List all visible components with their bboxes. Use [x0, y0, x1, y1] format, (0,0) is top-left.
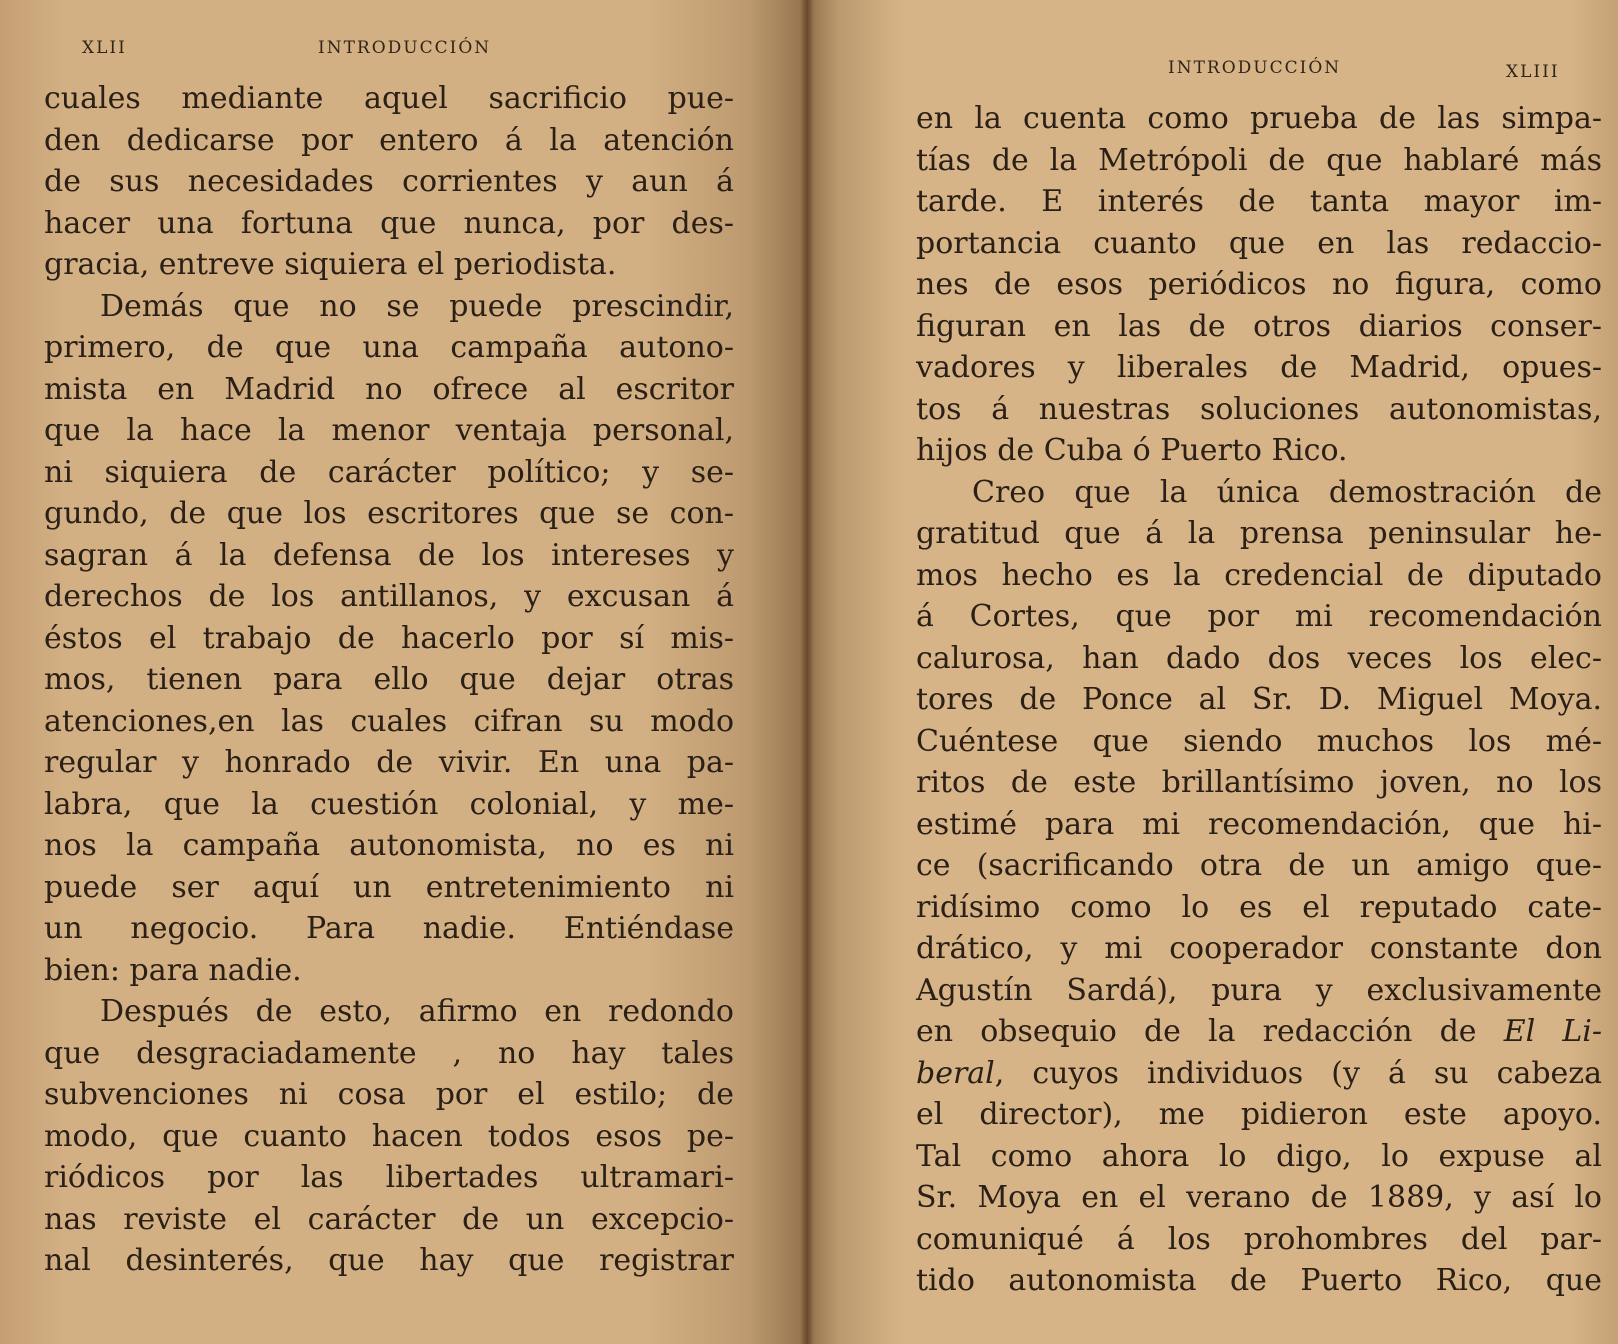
right-page-body-text	[916, 98, 1602, 1302]
text-line	[44, 950, 734, 992]
text-line	[44, 1033, 734, 1075]
text-line	[916, 430, 1602, 472]
line-text: ni siquiera de carácter político; y se-	[44, 454, 734, 490]
left-running-head: INTRODUCCIÓN	[318, 38, 492, 58]
text-line	[916, 181, 1602, 223]
line-text: mos, tienen para ello que dejar otras	[44, 662, 734, 697]
line-text: primero, de que una campaña autono-	[44, 330, 734, 365]
line-text: drático, y mi cooperador constante don	[916, 931, 1602, 966]
text-line	[44, 742, 734, 784]
line-text: que la hace la menor ventaja personal,	[44, 413, 734, 448]
text-line	[44, 867, 734, 909]
text-line	[44, 203, 734, 245]
line-text: que desgraciadamente , no hay tales	[44, 1035, 734, 1071]
right-page-folio: XLIII	[1506, 62, 1560, 82]
text-line	[44, 78, 734, 120]
text-line	[44, 535, 734, 577]
line-text: riódicos por las libertades ultramari-	[44, 1160, 734, 1195]
line-text: de sus necesidades corrientes y aun á	[44, 164, 734, 199]
left-page-body-text	[44, 78, 734, 1282]
line-text: ce (sacrificando otra de un amigo que-	[916, 848, 1602, 883]
text-line	[44, 286, 734, 328]
text-line	[44, 701, 734, 743]
line-text: labra, que la cuestión colonial, y me-	[44, 786, 734, 822]
text-line	[44, 369, 734, 411]
text-line	[44, 618, 734, 660]
line-text: nas reviste el carácter de un excepcio-	[44, 1201, 734, 1237]
line-text: nos la campaña autonomista, no es ni	[44, 828, 734, 863]
text-line	[44, 784, 734, 826]
text-line	[916, 596, 1602, 638]
text-line	[916, 347, 1602, 389]
text-line	[916, 1011, 1602, 1053]
text-line	[44, 410, 734, 452]
text-line	[916, 1260, 1602, 1302]
text-line	[916, 1177, 1602, 1219]
line-text: ritos de este brillantísimo joven, no los	[916, 765, 1602, 800]
line-text: en obsequio de la redacción de	[916, 1014, 1504, 1049]
line-text: gundo, de que los escritores que se con-	[44, 496, 734, 531]
text-line	[44, 991, 734, 1033]
line-text: Demás que no se puede prescindir,	[100, 288, 734, 324]
text-line	[916, 928, 1602, 970]
text-line	[916, 1094, 1602, 1136]
line-text: Tal como ahora lo digo, lo expuse al	[916, 1138, 1602, 1174]
text-line	[916, 264, 1602, 306]
text-line	[916, 223, 1602, 265]
text-line	[44, 327, 734, 369]
text-line	[44, 1116, 734, 1158]
line-text: vadores y liberales de Madrid, opues-	[916, 350, 1602, 385]
line-text: portancia cuanto que en las redaccio-	[916, 225, 1602, 261]
line-text: Después de esto, afirmo en redondo	[100, 994, 734, 1029]
line-text: éstos el trabajo de hacerlo por sí mis-	[44, 620, 734, 656]
line-text: regular y honrado de vivir. En una pa-	[44, 745, 734, 780]
text-line	[916, 721, 1602, 763]
line-text: subvenciones ni cosa por el estilo; de	[44, 1077, 734, 1112]
line-text: hacer una fortuna que nunca, por des-	[44, 205, 734, 241]
text-line	[916, 887, 1602, 929]
text-line	[916, 1136, 1602, 1178]
line-text: Sr. Moya en el verano de 1889, y así lo	[916, 1180, 1602, 1215]
line-text: tías de la Metrópoli de que hablaré más	[916, 142, 1602, 178]
line-text: tido autonomista de Puerto Rico, que	[916, 1263, 1602, 1298]
line-text: cuales mediante aquel sacrificio pue-	[44, 81, 734, 116]
line-text: sagran á la defensa de los intereses y	[44, 537, 734, 573]
line-text: mos hecho es la credencial de diputado	[916, 557, 1602, 593]
line-text: calurosa, han dado dos veces los elec-	[916, 640, 1602, 676]
line-text: tos á nuestras soluciones autonomistas,	[916, 391, 1602, 427]
text-line	[916, 804, 1602, 846]
text-line	[916, 140, 1602, 182]
line-text: puede ser aquí un entretenimiento ni	[44, 869, 734, 905]
text-line	[44, 1157, 734, 1199]
italic-text: El Li-	[1503, 1014, 1602, 1049]
line-text: bien: para nadie.	[44, 952, 302, 988]
line-text: derechos de los antillanos, y excusan á	[44, 579, 734, 614]
line-text: en la cuenta como prueba de las simpa-	[916, 101, 1602, 136]
line-text: estimé para mi recomendación, que hi-	[916, 806, 1602, 842]
line-text: un negocio. Para nadie. Entiéndase	[44, 911, 734, 946]
text-line	[44, 1240, 734, 1282]
text-line	[916, 1053, 1602, 1095]
text-line	[916, 306, 1602, 348]
text-line	[44, 120, 734, 162]
text-line	[916, 555, 1602, 597]
text-line	[44, 1199, 734, 1241]
line-text: hijos de Cuba ó Puerto Rico.	[916, 433, 1348, 468]
line-text: Cuéntese que siendo muchos los mé-	[916, 723, 1602, 759]
text-line	[44, 659, 734, 701]
line-text: gratitud que á la prensa peninsular he-	[916, 516, 1602, 551]
text-line	[44, 1074, 734, 1116]
line-text: figuran en las de otros diarios conser-	[916, 308, 1602, 344]
text-line	[44, 576, 734, 618]
text-line	[916, 472, 1602, 514]
line-text: atenciones,en las cuales cifran su modo	[44, 703, 734, 739]
left-page-folio: XLII	[82, 38, 127, 58]
line-text: ridísimo como lo es el reputado cate-	[916, 889, 1602, 925]
italic-text: beral	[916, 1055, 995, 1091]
text-line	[916, 98, 1602, 140]
text-line	[916, 389, 1602, 431]
text-line	[916, 679, 1602, 721]
text-line	[44, 161, 734, 203]
text-line	[916, 513, 1602, 555]
line-text: tarde. E interés de tanta mayor im-	[916, 184, 1602, 219]
text-line	[916, 638, 1602, 680]
line-text: Agustín Sardá), pura y exclusivamente	[916, 972, 1602, 1008]
left-page	[0, 0, 806, 1344]
line-text: nes de esos periódicos no figura, como	[916, 267, 1602, 302]
right-running-head: INTRODUCCIÓN	[1168, 58, 1342, 78]
text-line	[44, 825, 734, 867]
line-text: den dedicarse por entero á la atención	[44, 122, 734, 158]
text-line	[44, 908, 734, 950]
line-text: el director), me pidieron este apoyo.	[916, 1097, 1602, 1132]
text-line	[44, 244, 734, 286]
line-text: comuniqué á los prohombres del par-	[916, 1221, 1602, 1257]
book-gutter	[800, 0, 814, 1344]
line-text: tores de Ponce al Sr. D. Miguel Moya.	[916, 682, 1602, 717]
text-line	[44, 452, 734, 494]
line-text: á Cortes, que por mi recomendación	[916, 599, 1602, 634]
text-line	[916, 1219, 1602, 1261]
line-text: Creo que la única demostración de	[972, 474, 1602, 510]
text-line	[916, 845, 1602, 887]
line-text: modo, que cuanto hacen todos esos pe-	[44, 1118, 734, 1154]
line-text: nal desinterés, que hay que registrar	[44, 1243, 734, 1278]
text-line	[916, 762, 1602, 804]
text-line	[916, 970, 1602, 1012]
text-line	[44, 493, 734, 535]
line-text: gracia, entreve siquiera el periodista.	[44, 247, 617, 282]
line-text: mista en Madrid no ofrece al escritor	[44, 371, 734, 407]
line-text: , cuyos individuos (y á su cabeza	[994, 1055, 1602, 1091]
right-page	[806, 0, 1618, 1344]
